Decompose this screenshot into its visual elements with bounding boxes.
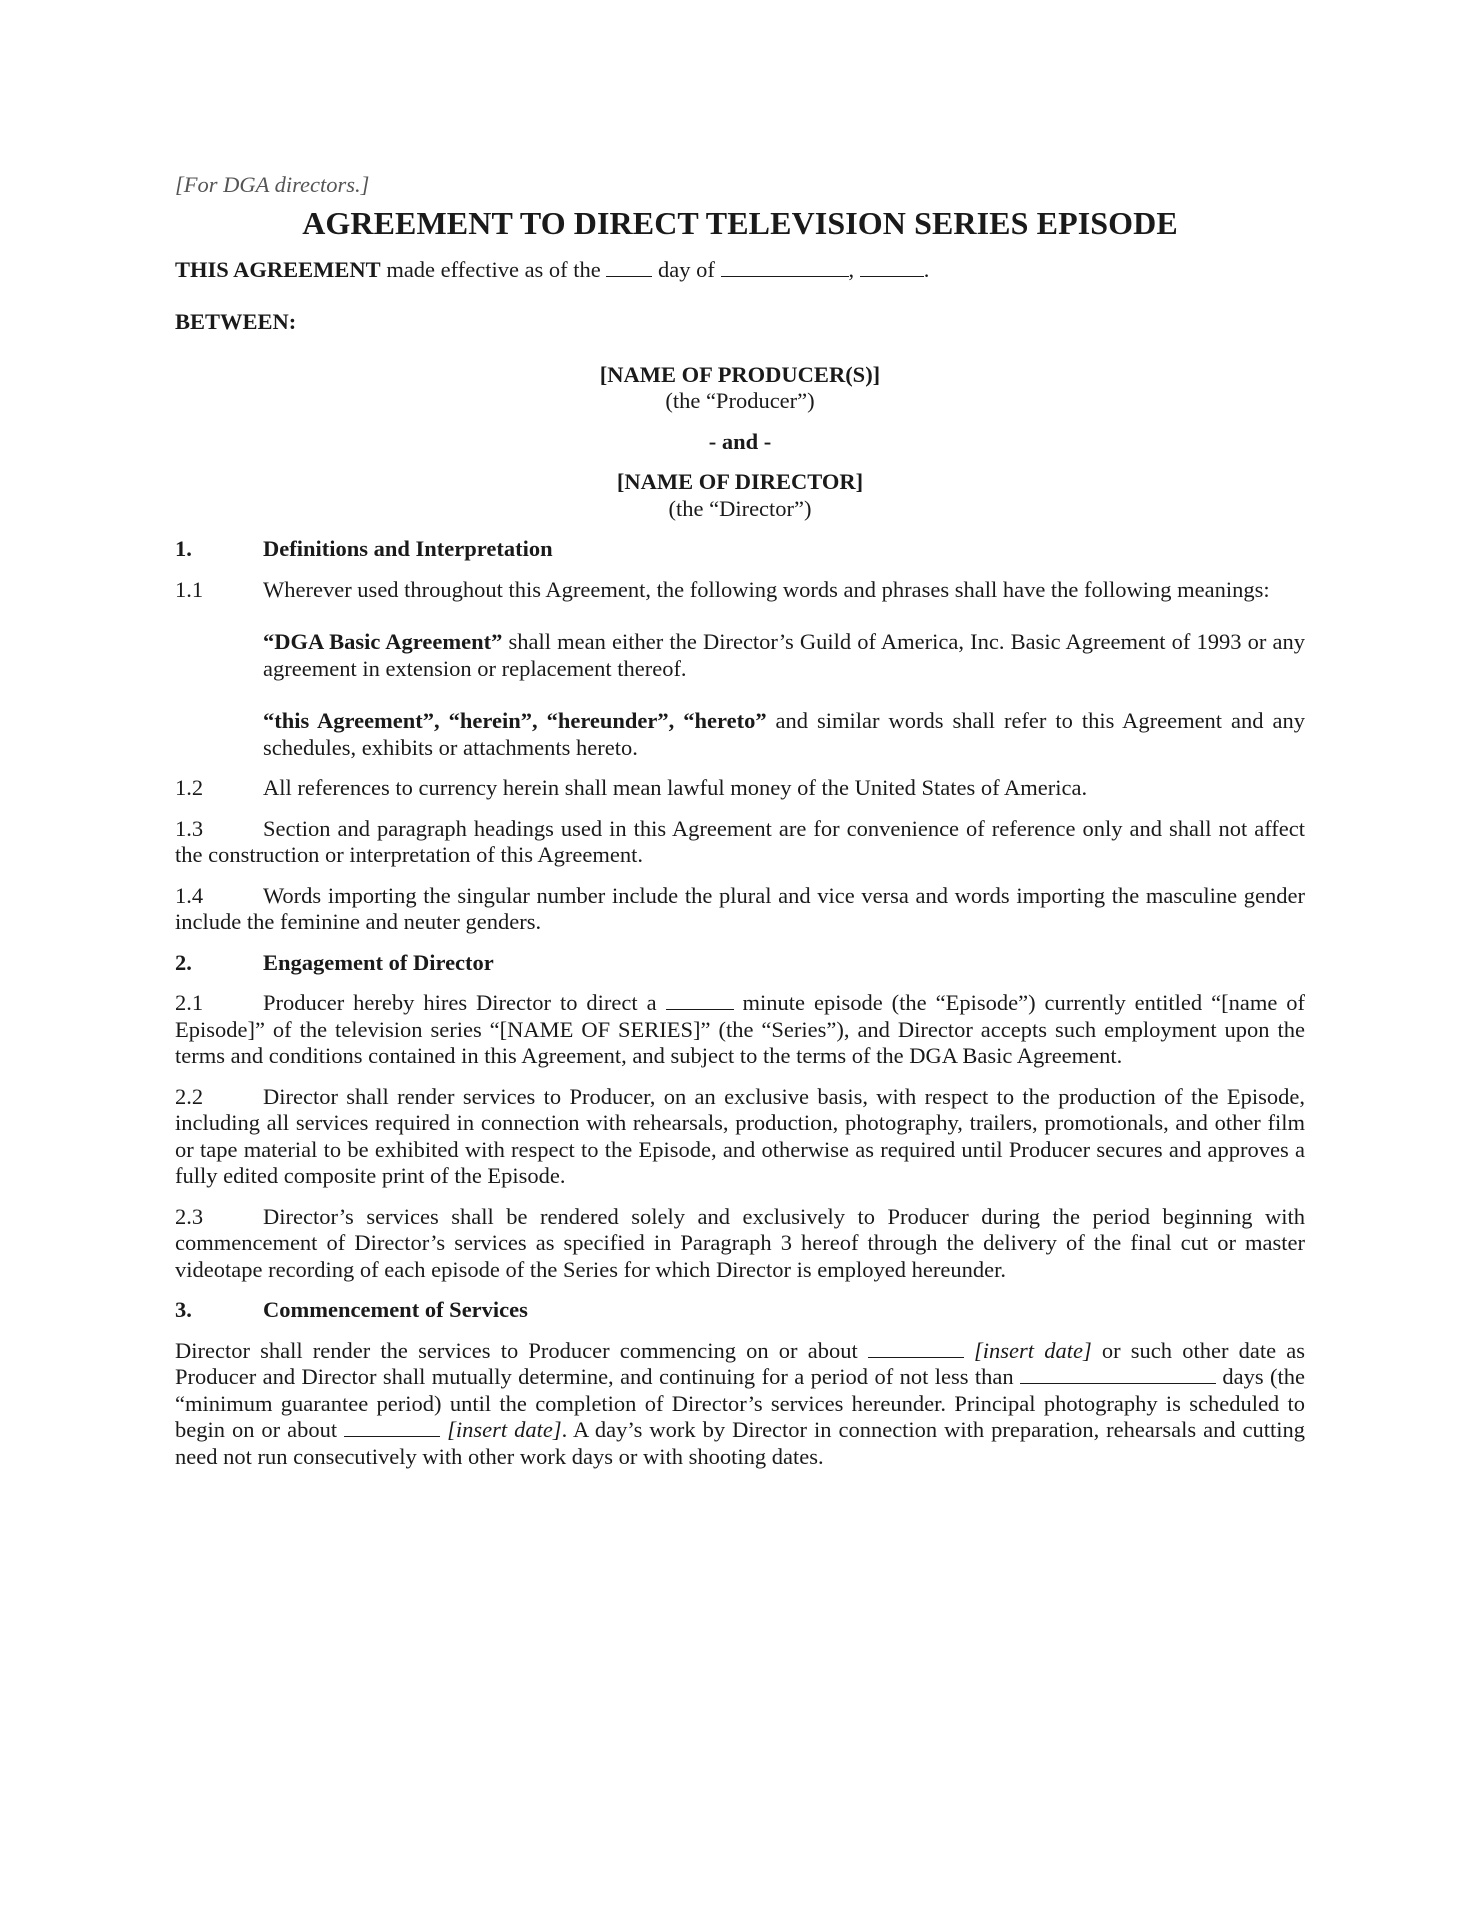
days-blank bbox=[1020, 1365, 1216, 1384]
start-date-blank bbox=[868, 1339, 964, 1358]
day-blank bbox=[606, 258, 652, 277]
section-number: 1. bbox=[175, 536, 192, 561]
intro-text-4: . bbox=[923, 256, 930, 282]
month-blank bbox=[721, 258, 849, 277]
document-title: AGREEMENT TO DIRECT TELEVISION SERIES EPISODE bbox=[302, 204, 1178, 241]
intro-line bbox=[175, 257, 1305, 284]
between-label: BETWEEN: bbox=[175, 309, 297, 334]
minutes-blank bbox=[666, 991, 734, 1010]
section-2-heading bbox=[175, 950, 1305, 977]
clause-2-2: 2.2 Director shall render services to Producer, on an exclusive basis, with respect to the production of the Episode, including all services required in connection with rehearsals, production, photography, trailers, promotionals, and other film or tape material to be exhibited with respect to the Episode, and otherwise as required until Producer secures and approves a fully edited composite print of the Episode. bbox=[175, 1083, 1305, 1188]
and-separator: - and - bbox=[708, 428, 772, 454]
section-title: Definitions and Interpretation bbox=[263, 536, 553, 561]
insert-date-placeholder: [insert date] bbox=[447, 1417, 562, 1442]
clause-2-1: 2.1 Producer hereby hires Director to direct a minute episode (the “Episode”) currently entitled “[name of Episode]” of the television series “[NAME OF SERIES]” (the “Series”), and Director accepts such employment upon the terms and conditions contained in this Agreement, and subject to the terms of the DGA Basic Agreement. bbox=[175, 990, 1306, 1068]
year-blank bbox=[860, 258, 924, 277]
clause-3-body: Director shall render the services to Producer commencing on or about [insert date] or such other date as Producer and Director shall mutually determine, and continuing for a period of not less than days (the “minimum guarantee period) until the completion of Director’s services hereunder. Principal photography is scheduled to begin on or about [insert date]. A day’s work by Director in connection with preparation, rehearsals and cutting need not run consecutively with other work days or with shooting dates. bbox=[175, 1337, 1306, 1469]
producer-name: [NAME OF PRODUCER(S)] bbox=[599, 361, 881, 387]
insert-date-placeholder: [insert date] bbox=[974, 1337, 1092, 1363]
intro-text-3: , bbox=[848, 256, 855, 282]
section-1-heading bbox=[175, 536, 1305, 563]
section-number: 2. bbox=[175, 949, 192, 975]
intro-text-2: day of bbox=[658, 256, 715, 282]
director-name: [NAME OF DIRECTOR] bbox=[616, 469, 864, 494]
clause-1-2: 1.2 All references to currency herein shall mean lawful money of the United States of America. bbox=[175, 775, 1088, 800]
definition-dga-basic-agreement: “DGA Basic Agreement” shall mean either the Director’s Guild of America, Inc. Basic Agreement of 1993 or any agreement in extension or replacement thereof. bbox=[263, 629, 1305, 681]
agreement-page bbox=[175, 172, 1305, 1470]
intro-lead: THIS AGREEMENT bbox=[175, 256, 381, 282]
clause-1-1: 1.1 Wherever used throughout this Agreement, the following words and phrases shall have the following meanings: bbox=[175, 576, 1270, 602]
section-number: 3. bbox=[175, 1297, 192, 1322]
document-note: [For DGA directors.] bbox=[175, 172, 370, 197]
definition-term: “this Agreement”, “herein”, “hereunder”, “hereto” bbox=[263, 708, 767, 733]
photography-date-blank bbox=[344, 1418, 440, 1437]
section-title: Commencement of Services bbox=[263, 1297, 528, 1322]
intro-text-1: made effective as of the bbox=[386, 256, 601, 282]
director-role: (the “Director”) bbox=[668, 495, 812, 521]
section-3-heading bbox=[175, 1297, 1305, 1324]
definition-term: “DGA Basic Agreement” bbox=[263, 629, 503, 654]
clause-1-4: 1.4 Words importing the singular number include the plural and vice versa and words importing the masculine gender include the feminine and neuter genders. bbox=[175, 882, 1305, 934]
clause-1-3: 1.3 Section and paragraph headings used in this Agreement are for convenience of reference only and shall not affect the construction or interpretation of this Agreement. bbox=[175, 815, 1305, 867]
definition-this-agreement: “this Agreement”, “herein”, “hereunder”, “hereto” and similar words shall refer to this Agreement and any schedules, exhibits or attachments hereto. bbox=[263, 708, 1305, 760]
clause-2-3: 2.3 Director’s services shall be rendered solely and exclusively to Producer during the period beginning with commencement of Director’s services as specified in Paragraph 3 hereof through the delivery of the final cut or master videotape recording of each episode of the Series for which Director is employed hereunder. bbox=[175, 1203, 1305, 1282]
producer-role: (the “Producer”) bbox=[665, 388, 815, 413]
section-title: Engagement of Director bbox=[263, 949, 494, 975]
